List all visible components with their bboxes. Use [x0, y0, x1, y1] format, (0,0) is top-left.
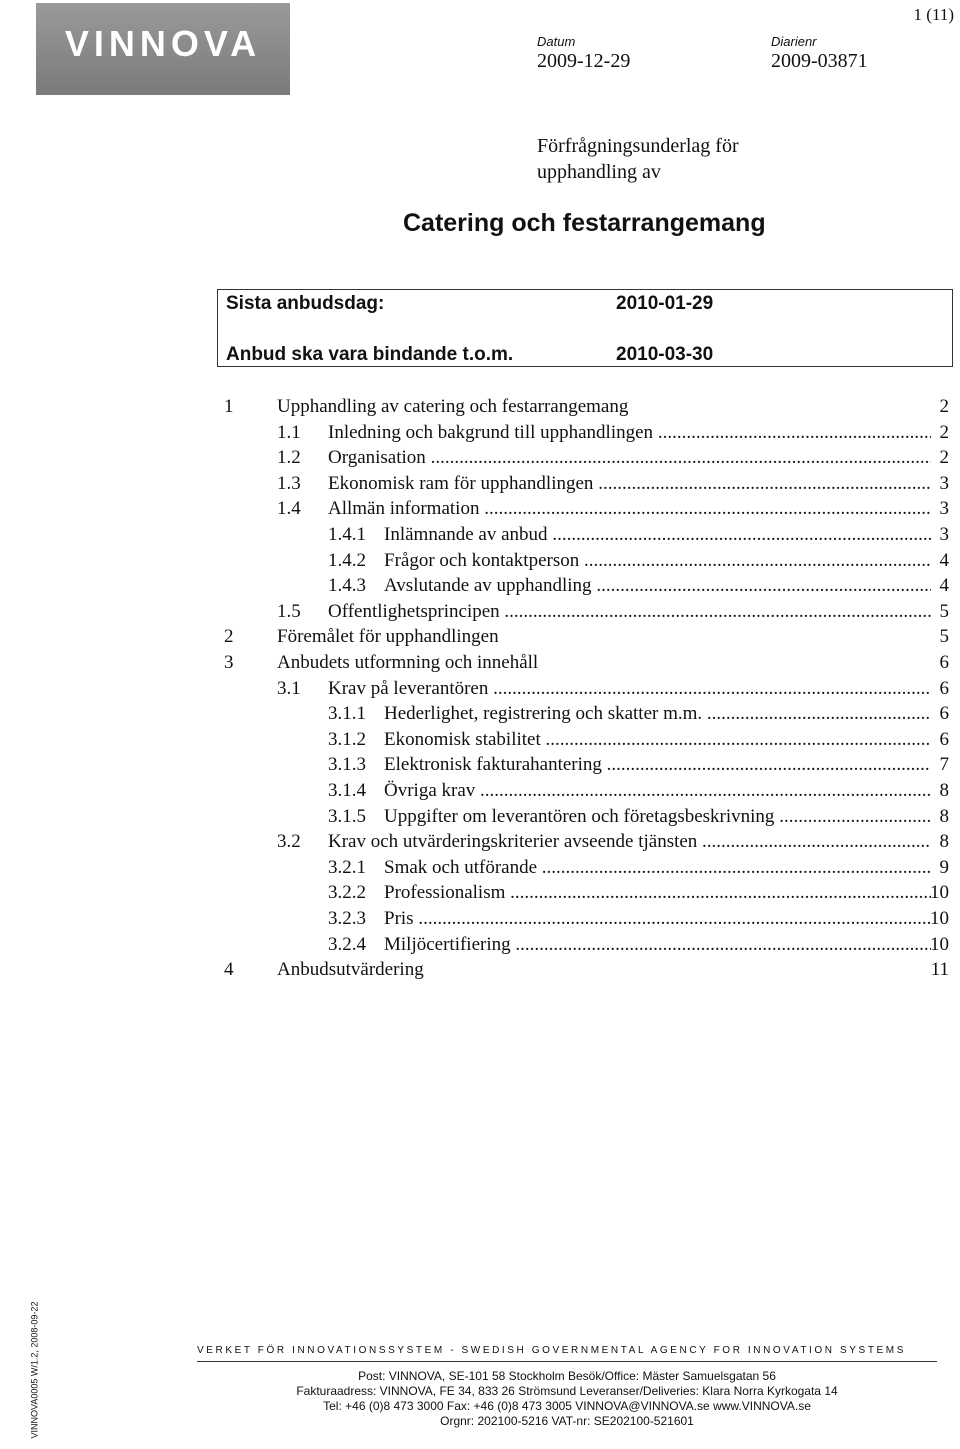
toc-entry-number: 1.4.1: [328, 524, 366, 545]
toc-entry-title: Övriga krav .....: [384, 778, 931, 804]
toc-entry-number: 3.1: [277, 677, 301, 699]
toc-entry[interactable]: [0, 880, 960, 906]
toc-entry-number: 1.2: [277, 447, 301, 469]
toc-entry-number: 1: [224, 396, 234, 417]
toc-entry-page: 3: [939, 472, 949, 494]
toc-entry-page: 3: [939, 498, 949, 520]
toc-entry[interactable]: [0, 420, 960, 446]
deadline-label: Sista anbudsdag:: [226, 293, 385, 314]
toc-entry-page: 10: [930, 933, 949, 955]
toc-entry-page: 11: [930, 959, 949, 981]
toc-entry-page: 4: [939, 549, 949, 571]
page-number: 1 (11): [913, 5, 954, 24]
toc-entry[interactable]: [0, 650, 960, 676]
toc-entry-page: 5: [939, 626, 949, 648]
toc-entry[interactable]: [0, 778, 960, 804]
toc-entry-number: 3.1.1: [328, 703, 366, 725]
deadline-value: 2010-01-29: [616, 293, 714, 314]
toc-entry[interactable]: [0, 932, 960, 958]
toc-entry-title: Inlämnande av anbud .....: [384, 522, 931, 548]
toc-entry-page: 4: [939, 575, 949, 597]
toc-entry-page: 6: [939, 703, 949, 725]
toc-entry[interactable]: [0, 957, 960, 983]
footer-contact-line: Tel: +46 (0)8 473 3000 Fax: +46 (0)8 473 3005 VINNOVA@VINNOVA.se www.VINNOVA.se: [323, 1399, 811, 1413]
toc-entry[interactable]: [0, 855, 960, 881]
toc-entry-title: Upphandling av catering och festarrangemang: [277, 396, 629, 417]
toc-entry-number: 1.1: [277, 421, 301, 443]
toc-entry-number: 3.2.3: [328, 908, 366, 929]
toc-entry-page: 6: [939, 677, 949, 699]
toc-entry-title: Avslutande av upphandling .....: [384, 573, 931, 599]
toc-entry-number: 3: [224, 652, 234, 673]
footer-invoice-line: Fakturaadress: VINNOVA, FE 34, 833 26 Strömsund Leveranser/Deliveries: Klara Norra Kyrkogata 14: [296, 1384, 838, 1398]
toc-entry-title: Anbudsutvärdering: [277, 959, 424, 981]
toc-entry-title: Anbudets utformning och innehåll: [277, 652, 539, 673]
toc-entry-page: 3: [939, 524, 949, 545]
toc-entry-number: 1.5: [277, 600, 301, 622]
toc-entry-page: 2: [939, 421, 949, 443]
toc-entry-title: Miljöcertifiering .....: [384, 932, 931, 958]
toc-entry-number: 3.1.3: [328, 754, 366, 776]
toc-entry-page: 10: [930, 908, 949, 929]
logo-text: VINNOVA: [64, 23, 262, 64]
toc-entry[interactable]: [0, 624, 960, 650]
toc-entry-number: 1.4.2: [328, 549, 366, 571]
toc-entry-title: Inledning och bakgrund till upphandlingen .....: [328, 420, 931, 446]
toc-entry-title: Krav på leverantören .....: [328, 676, 931, 702]
document-subtitle: [537, 133, 739, 185]
toc-entry-number: 3.2.4: [328, 933, 366, 955]
vinnova-logo: [36, 3, 290, 95]
toc-entry-title: Föremålet för upphandlingen: [277, 626, 499, 648]
date-label: Datum: [537, 34, 576, 49]
toc-entry[interactable]: [0, 445, 960, 471]
toc-entry-title: Elektronisk fakturahantering .....: [384, 752, 931, 778]
toc-entry-title: Organisation .....: [328, 445, 931, 471]
toc-entry[interactable]: [0, 548, 960, 574]
footer-post-line: Post: VINNOVA, SE-101 58 Stockholm Besök/Office: Mäster Samuelsgatan 56: [358, 1369, 776, 1383]
toc-entry[interactable]: [0, 727, 960, 753]
toc-entry-number: 4: [224, 959, 234, 981]
toc-entry-title: Allmän information .....: [328, 496, 931, 522]
toc-entry-number: 3.2.2: [328, 882, 366, 904]
toc-entry-title: Smak och utförande .....: [384, 855, 931, 881]
toc-entry[interactable]: [0, 906, 960, 932]
subtitle-line-1: Förfrågningsunderlag för: [537, 135, 739, 157]
toc-entry-page: 8: [939, 831, 949, 853]
toc-entry-number: 1.4: [277, 498, 301, 520]
toc-entry[interactable]: [0, 701, 960, 727]
registration-label: Diarienr: [771, 34, 817, 49]
toc-entry[interactable]: [0, 573, 960, 599]
toc-entry[interactable]: [0, 829, 960, 855]
toc-entry[interactable]: [0, 471, 960, 497]
toc-entry-title: Professionalism .....: [384, 880, 931, 906]
toc-entry-number: 3.1.4: [328, 780, 366, 801]
toc-entry-title: Frågor och kontaktperson .....: [384, 548, 931, 574]
toc-entry-page: 8: [939, 780, 949, 801]
toc-entry-number: 1.3: [277, 472, 301, 494]
document-title: Catering och festarrangemang: [403, 209, 766, 237]
toc-entry-title: Ekonomisk stabilitet .....: [384, 727, 931, 753]
agency-line: VERKET FÖR INNOVATIONSSYSTEM - SWEDISH GOVERNMENTAL AGENCY FOR INNOVATION SYSTEMS: [197, 1345, 906, 1356]
toc-entry[interactable]: [0, 496, 960, 522]
subtitle-line-2: upphandling av: [537, 161, 661, 183]
toc-entry-number: 1.4.3: [328, 575, 366, 597]
binding-label: Anbud ska vara bindande t.o.m.: [226, 344, 514, 365]
toc-entry[interactable]: [0, 804, 960, 830]
toc-entry-page: 8: [939, 805, 949, 827]
toc-entry[interactable]: [0, 522, 960, 548]
binding-value: 2010-03-30: [616, 344, 714, 365]
toc-entry-title: Ekonomisk ram för upphandlingen .....: [328, 471, 931, 497]
toc-entry-page: 2: [939, 447, 949, 469]
toc-entry-title: Krav och utvärderingskriterier avseende tjänsten .....: [328, 829, 931, 855]
toc-entry[interactable]: [0, 752, 960, 778]
footer-org-line: Orgnr: 202100-5216 VAT-nr: SE202100-521601: [440, 1414, 694, 1428]
deadline-box: [217, 289, 953, 367]
toc-entry-title: Hederlighet, registrering och skatter m.m. .....: [384, 701, 931, 727]
toc-entry-number: 3.2.1: [328, 856, 366, 878]
toc-entry[interactable]: [0, 599, 960, 625]
toc-entry-number: 3.2: [277, 831, 301, 853]
toc-entry-page: 10: [930, 882, 949, 904]
footer-divider: [197, 1361, 937, 1362]
toc-entry-page: 2: [939, 396, 949, 417]
toc-entry-title: Pris .....: [384, 906, 931, 932]
form-version-note: VINNOVA0005 W/1.2, 2008-09-22: [29, 1301, 40, 1439]
toc-entry-page: 6: [939, 728, 949, 750]
toc-entry-number: 3.1.5: [328, 805, 366, 827]
toc-entry-page: 7: [939, 754, 949, 776]
toc-entry[interactable]: [0, 676, 960, 702]
toc-entry-page: 9: [939, 856, 949, 878]
toc-entry-page: 5: [939, 600, 949, 622]
date-value: 2009-12-29: [537, 50, 631, 72]
toc-entry[interactable]: [0, 394, 960, 420]
toc-entry-number: 2: [224, 626, 234, 648]
toc-entry-title: Uppgifter om leverantören och företagsbeskrivning .....: [384, 804, 931, 830]
registration-value: 2009-03871: [771, 50, 868, 72]
toc-entry-page: 6: [939, 652, 949, 673]
toc-entry-title: Offentlighetsprincipen .....: [328, 599, 931, 625]
toc-entry-number: 3.1.2: [328, 728, 366, 750]
